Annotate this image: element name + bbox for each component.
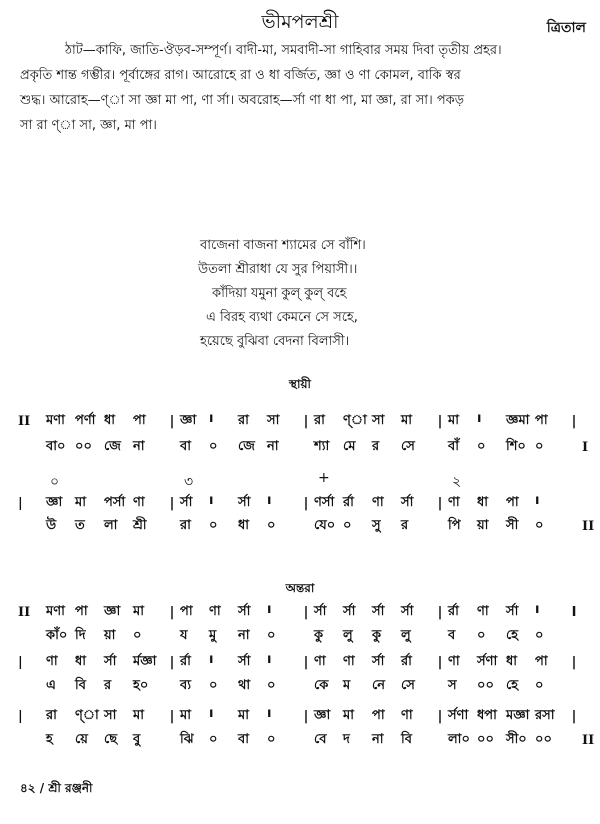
swara-cell: রা xyxy=(314,412,325,428)
lyric-cell: ০ xyxy=(535,627,544,643)
lyric-cell: মু xyxy=(209,627,217,643)
lyric-cell: র xyxy=(372,438,380,454)
lyric-line: এ বিরহ ব্যথা কেমনে সে সহে, xyxy=(206,310,358,325)
swara-cell: ı xyxy=(267,651,272,667)
bar-line: | xyxy=(437,654,443,670)
lyric-row xyxy=(18,625,600,647)
lyric-cell: ব্য xyxy=(180,677,192,693)
lyric-cell: না xyxy=(133,438,145,454)
lyric-cell: ০ xyxy=(267,731,276,747)
swara-cell: সা xyxy=(267,412,280,428)
swara-cell: পা xyxy=(133,412,146,428)
swara-cell: রসা xyxy=(535,707,555,723)
row-end-marker: II xyxy=(582,518,595,534)
lyric-cell: লা০ xyxy=(448,731,470,747)
lyric-cell: হে xyxy=(506,677,519,693)
swara-cell: পা xyxy=(506,494,519,510)
lyric-cell: ঝি xyxy=(180,731,194,747)
lyric-cell: থা xyxy=(238,677,251,693)
lyric-cell: না xyxy=(372,731,384,747)
lyric-line: বাজেনা বাজনা শ্যামের সে বাঁশি। xyxy=(200,238,366,253)
swara-cell: রা xyxy=(238,412,249,428)
song-lyrics xyxy=(200,234,366,354)
swara-cell: র্সণা xyxy=(477,653,498,669)
beat-group xyxy=(448,602,566,623)
beat-group xyxy=(448,493,566,514)
lyric-cell: সী০ xyxy=(506,731,527,747)
beat-group xyxy=(46,516,164,537)
beat-group xyxy=(180,676,298,697)
lyric-cell: এ xyxy=(46,677,56,693)
swara-cell: জ্ঞা xyxy=(104,603,121,619)
lyric-cell: যে০ xyxy=(314,517,336,533)
swara-cell: ণা xyxy=(46,653,58,669)
lyric-cell: সী xyxy=(506,517,519,533)
lyric-cell: বি xyxy=(75,677,86,693)
lyric-cell: ধা xyxy=(238,517,250,533)
beat-group xyxy=(46,437,164,458)
beat-group xyxy=(46,602,164,623)
swara-cell: পা xyxy=(75,603,88,619)
lyric-cell: জে xyxy=(104,438,121,454)
description-line: সা রা ণ্‌া সা, জ্ঞা, মা পা। xyxy=(20,118,157,133)
row-start-marker: | xyxy=(18,654,23,670)
spacer xyxy=(18,470,46,494)
lyric-cell: ০ xyxy=(209,438,218,454)
lyric-cell: ০ xyxy=(209,677,218,693)
sthayi-heading: স্থায়ী xyxy=(289,377,311,391)
swara-cell: র্রা xyxy=(343,494,354,510)
bar-line: | xyxy=(571,708,577,724)
bar-line: | xyxy=(169,708,175,724)
lyric-cell: স xyxy=(448,677,457,693)
lyric-cell: ত xyxy=(75,517,85,533)
lyric-cell: সে xyxy=(401,677,415,693)
beat-group xyxy=(180,437,298,458)
bar-line: | xyxy=(303,413,309,429)
lyric-cell: হ xyxy=(46,731,53,747)
lyric-cell: ব xyxy=(448,627,456,643)
lyric-cell: ০ xyxy=(477,627,486,643)
swara-row xyxy=(18,651,600,673)
bar-line: | xyxy=(169,604,175,620)
swara-cell: ı xyxy=(209,705,214,721)
swara-cell: ণা xyxy=(314,653,326,669)
lyric-cell: শ্রী xyxy=(133,517,147,533)
lyric-cell: য xyxy=(180,627,188,643)
bar-line: | xyxy=(303,654,309,670)
row-end-marker: I xyxy=(582,439,589,455)
row-start-marker: II xyxy=(18,604,31,620)
bar-line: | xyxy=(303,708,309,724)
swara-cell: র্সা xyxy=(372,603,385,619)
beat-group xyxy=(314,676,432,697)
lyric-cell: ০ xyxy=(535,517,544,533)
beat-group xyxy=(314,437,432,458)
lyric-cell: ০০ xyxy=(535,731,552,747)
lyric-cell: না xyxy=(267,438,279,454)
swara-cell: র্রা xyxy=(180,653,191,669)
beat-group xyxy=(180,516,298,537)
swara-cell: ı xyxy=(209,492,214,508)
bar-line: | xyxy=(169,413,175,429)
bar-line: | xyxy=(169,654,175,670)
lyric-cell: ম xyxy=(343,677,351,693)
beat-group xyxy=(46,676,164,697)
swara-cell: র্সা xyxy=(238,494,251,510)
lyric-cell: ০ xyxy=(343,517,352,533)
swara-cell: মা xyxy=(401,412,412,428)
beat-group xyxy=(180,626,298,647)
row-start-marker: II xyxy=(18,413,31,429)
swara-cell: ı xyxy=(267,601,272,617)
lyric-cell: লু xyxy=(401,627,411,643)
swara-cell: জ্ঞা xyxy=(180,412,197,428)
beat-group xyxy=(448,730,566,751)
lyric-cell: ০ xyxy=(535,677,544,693)
swara-cell: র্সণা xyxy=(448,707,469,723)
lyric-cell: য়া xyxy=(477,517,489,533)
lyric-cell: রা xyxy=(180,517,191,533)
lyric-cell: ০০ xyxy=(477,677,494,693)
lyric-cell: ০০ xyxy=(477,731,494,747)
lyric-cell: ০ xyxy=(209,731,218,747)
swara-cell: ধা xyxy=(477,494,489,510)
lyric-cell: হে xyxy=(506,627,519,643)
raga-description xyxy=(20,38,590,138)
beat-group xyxy=(180,730,298,751)
taal-marker: ২ xyxy=(452,474,462,490)
beat-group xyxy=(180,706,298,727)
lyric-cell: ০ xyxy=(209,517,218,533)
raga-title: ভীমপলশ্রী xyxy=(261,11,339,33)
swara-cell: ধা xyxy=(75,653,87,669)
swara-row xyxy=(18,492,600,514)
swara-cell: র্রা xyxy=(448,603,459,619)
bar-line: | xyxy=(437,413,443,429)
lyric-cell: লা xyxy=(104,517,118,533)
swara-cell: ণা xyxy=(448,494,460,510)
swara-cell: ধপা xyxy=(477,707,497,723)
swara-cell: সা xyxy=(372,412,385,428)
lyric-row xyxy=(18,515,600,537)
lyric-cell: শি০ xyxy=(506,438,526,454)
lyric-line: উতলা শ্রীরাধা যে সুর পিয়াসী।। xyxy=(198,262,358,277)
swara-row xyxy=(18,410,600,432)
swara-cell: ı xyxy=(477,410,482,426)
lyric-row xyxy=(18,675,600,697)
swara-cell: মা xyxy=(75,494,86,510)
bar-line: I xyxy=(571,604,577,620)
beat-group xyxy=(46,730,164,751)
swara-cell: ı xyxy=(267,705,272,721)
swara-cell: মা xyxy=(133,707,144,723)
swara-cell: র্সা xyxy=(401,603,414,619)
swara-cell: র্মজ্ঞা xyxy=(133,653,157,669)
swara-cell: মণা xyxy=(46,412,65,428)
swara-cell: ণা xyxy=(448,653,460,669)
lyric-cell: য়ে xyxy=(75,731,88,747)
lyric-cell: বা xyxy=(180,438,192,454)
description-line: প্রকৃতি শান্ত গম্ভীর। পূর্বাঙ্গের রাগ। আরোহে রা ও ধা বর্জিত, জ্ঞা ও ণা কোমল, বাকি স্বর xyxy=(20,68,461,83)
lyric-cell: ০ xyxy=(267,517,276,533)
beat-group xyxy=(314,706,432,727)
lyric-cell: কু xyxy=(314,627,324,643)
lyric-cell: বি xyxy=(401,731,412,747)
swara-cell: ı xyxy=(535,492,540,508)
lyric-cell: কে xyxy=(314,677,329,693)
beat-group xyxy=(180,493,298,514)
beat-group xyxy=(314,602,432,623)
antara-heading: অন্তরা xyxy=(285,581,315,595)
lyric-row xyxy=(18,729,600,751)
beat-group xyxy=(448,706,566,727)
swara-cell: ণা xyxy=(343,653,355,669)
swara-cell: র্সা xyxy=(343,603,356,619)
lyric-cell: বাঁ xyxy=(448,438,460,454)
beat-group xyxy=(448,652,566,673)
swara-cell: ণ্‌া xyxy=(75,707,99,723)
lyric-cell: সু xyxy=(372,517,381,533)
taal-label: ত্রিতাল xyxy=(546,20,586,36)
bar-line: | xyxy=(437,495,443,511)
lyric-cell: ০ xyxy=(477,438,486,454)
swara-cell: ı xyxy=(535,601,540,617)
swara-cell: ণা xyxy=(133,494,145,510)
taal-markers xyxy=(18,470,582,494)
beat-group xyxy=(46,493,164,514)
swara-row xyxy=(18,601,600,623)
bar-line: | xyxy=(571,654,577,670)
bar-line: | xyxy=(571,413,577,429)
bar-line: | xyxy=(303,495,309,511)
lyric-cell: সে xyxy=(401,438,415,454)
swara-cell: রা xyxy=(46,707,57,723)
taal-marker: + xyxy=(318,470,330,486)
swara-cell: জ্ঞা xyxy=(46,494,63,510)
lyric-cell: ০০ xyxy=(75,438,92,454)
lyric-cell: কু xyxy=(372,627,382,643)
beat-group xyxy=(314,626,432,647)
beat-group xyxy=(46,626,164,647)
swara-cell: ণা xyxy=(477,603,489,619)
swara-cell: পা xyxy=(180,603,193,619)
description-line: শুদ্ধ। আরোহ—ণ্‌া সা জ্ঞা মা পা, ণা র্সা। অবরোহ—র্সা ণা ধা পা, মা জ্ঞা, রা সা। পকড় xyxy=(20,93,465,108)
swara-cell: র্সা xyxy=(238,603,251,619)
lyric-cell: শ্যা xyxy=(314,438,330,454)
swara-cell: র্সা xyxy=(238,653,251,669)
lyric-line: কাঁদিয়া যমুনা কুল্‌ কুল্‌ বহে xyxy=(212,286,347,301)
row-end-marker: II xyxy=(582,732,595,748)
beat-group xyxy=(448,437,566,458)
swara-cell: র্সা xyxy=(401,494,414,510)
beat-group xyxy=(314,411,432,432)
lyric-cell: ০ xyxy=(267,677,276,693)
swara-cell: ণর্সা xyxy=(314,494,335,510)
bar-line: | xyxy=(437,708,443,724)
lyric-cell: ০ xyxy=(133,627,142,643)
swara-cell: র্সা xyxy=(372,653,385,669)
swara-row xyxy=(18,705,600,727)
page-footer: ৪২ / শ্রী রঞ্জনী xyxy=(20,781,93,795)
lyric-cell: ০ xyxy=(267,627,276,643)
swara-cell: র্সা xyxy=(180,494,193,510)
lyric-cell: বা০ xyxy=(46,438,66,454)
swara-cell: ı xyxy=(209,651,214,667)
swara-cell: পর্সা xyxy=(104,494,126,510)
swara-cell: মণা xyxy=(46,603,65,619)
swara-cell: ণা xyxy=(209,603,221,619)
swara-cell: পা xyxy=(535,412,548,428)
swara-cell: ণা xyxy=(372,494,384,510)
swara-cell: সা xyxy=(104,707,117,723)
row-start-marker: | xyxy=(18,495,23,511)
beat-group xyxy=(46,411,164,432)
swara-cell: পা xyxy=(372,707,385,723)
lyric-cell: নে xyxy=(372,677,386,693)
beat-group xyxy=(180,602,298,623)
beat-group xyxy=(46,706,164,727)
bar-line: | xyxy=(169,495,175,511)
swara-cell: মজ্ঞা xyxy=(506,707,530,723)
lyric-cell: র xyxy=(401,517,409,533)
beat-group xyxy=(314,730,432,751)
beat-group xyxy=(314,516,432,537)
lyric-cell: বে xyxy=(314,731,327,747)
lyric-cell: দি xyxy=(75,627,86,643)
swara-cell: ণা xyxy=(401,707,413,723)
swara-cell: মা xyxy=(133,603,144,619)
lyric-cell: ছে xyxy=(104,731,118,747)
lyric-cell: পি xyxy=(448,517,461,533)
swara-cell: ধা xyxy=(104,412,116,428)
lyric-line: হয়েছে বুঝিবা বেদনা বিলাসী। xyxy=(200,334,350,349)
description-line: ঠাট—কাফি, জাতি-ঔড়ব-সম্পূর্ণ। বাদী-মা, সমবাদী-সা গাহিবার সময় দিবা তৃতীয় প্রহর। xyxy=(65,43,502,58)
beat-group xyxy=(448,676,566,697)
lyric-cell: না xyxy=(238,627,250,643)
lyric-cell: লু xyxy=(343,627,353,643)
swara-cell: মা xyxy=(238,707,249,723)
beat-group xyxy=(180,652,298,673)
lyric-cell: হ০ xyxy=(133,677,149,693)
lyric-row xyxy=(18,436,600,458)
swara-cell: র্সা xyxy=(506,603,519,619)
beat-group xyxy=(314,493,432,514)
swara-cell: ı xyxy=(267,492,272,508)
swara-cell: পা xyxy=(535,653,548,669)
swara-cell: ı xyxy=(209,410,214,426)
beat-group xyxy=(46,652,164,673)
lyric-cell: বু xyxy=(133,731,141,747)
bar-line: | xyxy=(303,604,309,620)
lyric-cell: ০ xyxy=(535,438,544,454)
taal-marker: ০ xyxy=(50,474,60,490)
swara-cell: মা xyxy=(448,412,459,428)
swara-cell: জ্ঞমা xyxy=(506,412,530,428)
beat-group xyxy=(314,652,432,673)
beat-group xyxy=(180,411,298,432)
swara-cell: মা xyxy=(343,707,354,723)
lyric-cell: জে xyxy=(238,438,255,454)
lyric-cell: কাঁ০ xyxy=(46,627,68,643)
beat-group xyxy=(448,626,566,647)
swara-cell: পর্ণা xyxy=(75,412,96,428)
bar-line: | xyxy=(437,604,443,620)
beat-group xyxy=(448,516,566,537)
swara-cell: র্রা xyxy=(401,653,412,669)
taal-marker: ৩ xyxy=(184,474,194,490)
lyric-cell: র xyxy=(104,677,112,693)
lyric-cell: মে xyxy=(343,438,356,454)
swara-cell: র্সা xyxy=(314,603,327,619)
lyric-cell: বা xyxy=(238,731,250,747)
swara-cell: র্সা xyxy=(104,653,117,669)
swara-cell: জ্ঞা xyxy=(314,707,331,723)
row-start-marker: | xyxy=(18,708,23,724)
swara-cell: ণ্‌া xyxy=(343,412,367,428)
lyric-cell: দ xyxy=(343,731,350,747)
lyric-cell: উ xyxy=(46,517,57,533)
lyric-cell: য়া xyxy=(104,627,116,643)
swara-cell: মা xyxy=(180,707,191,723)
beat-group xyxy=(448,411,566,432)
swara-cell: ধা xyxy=(506,653,518,669)
